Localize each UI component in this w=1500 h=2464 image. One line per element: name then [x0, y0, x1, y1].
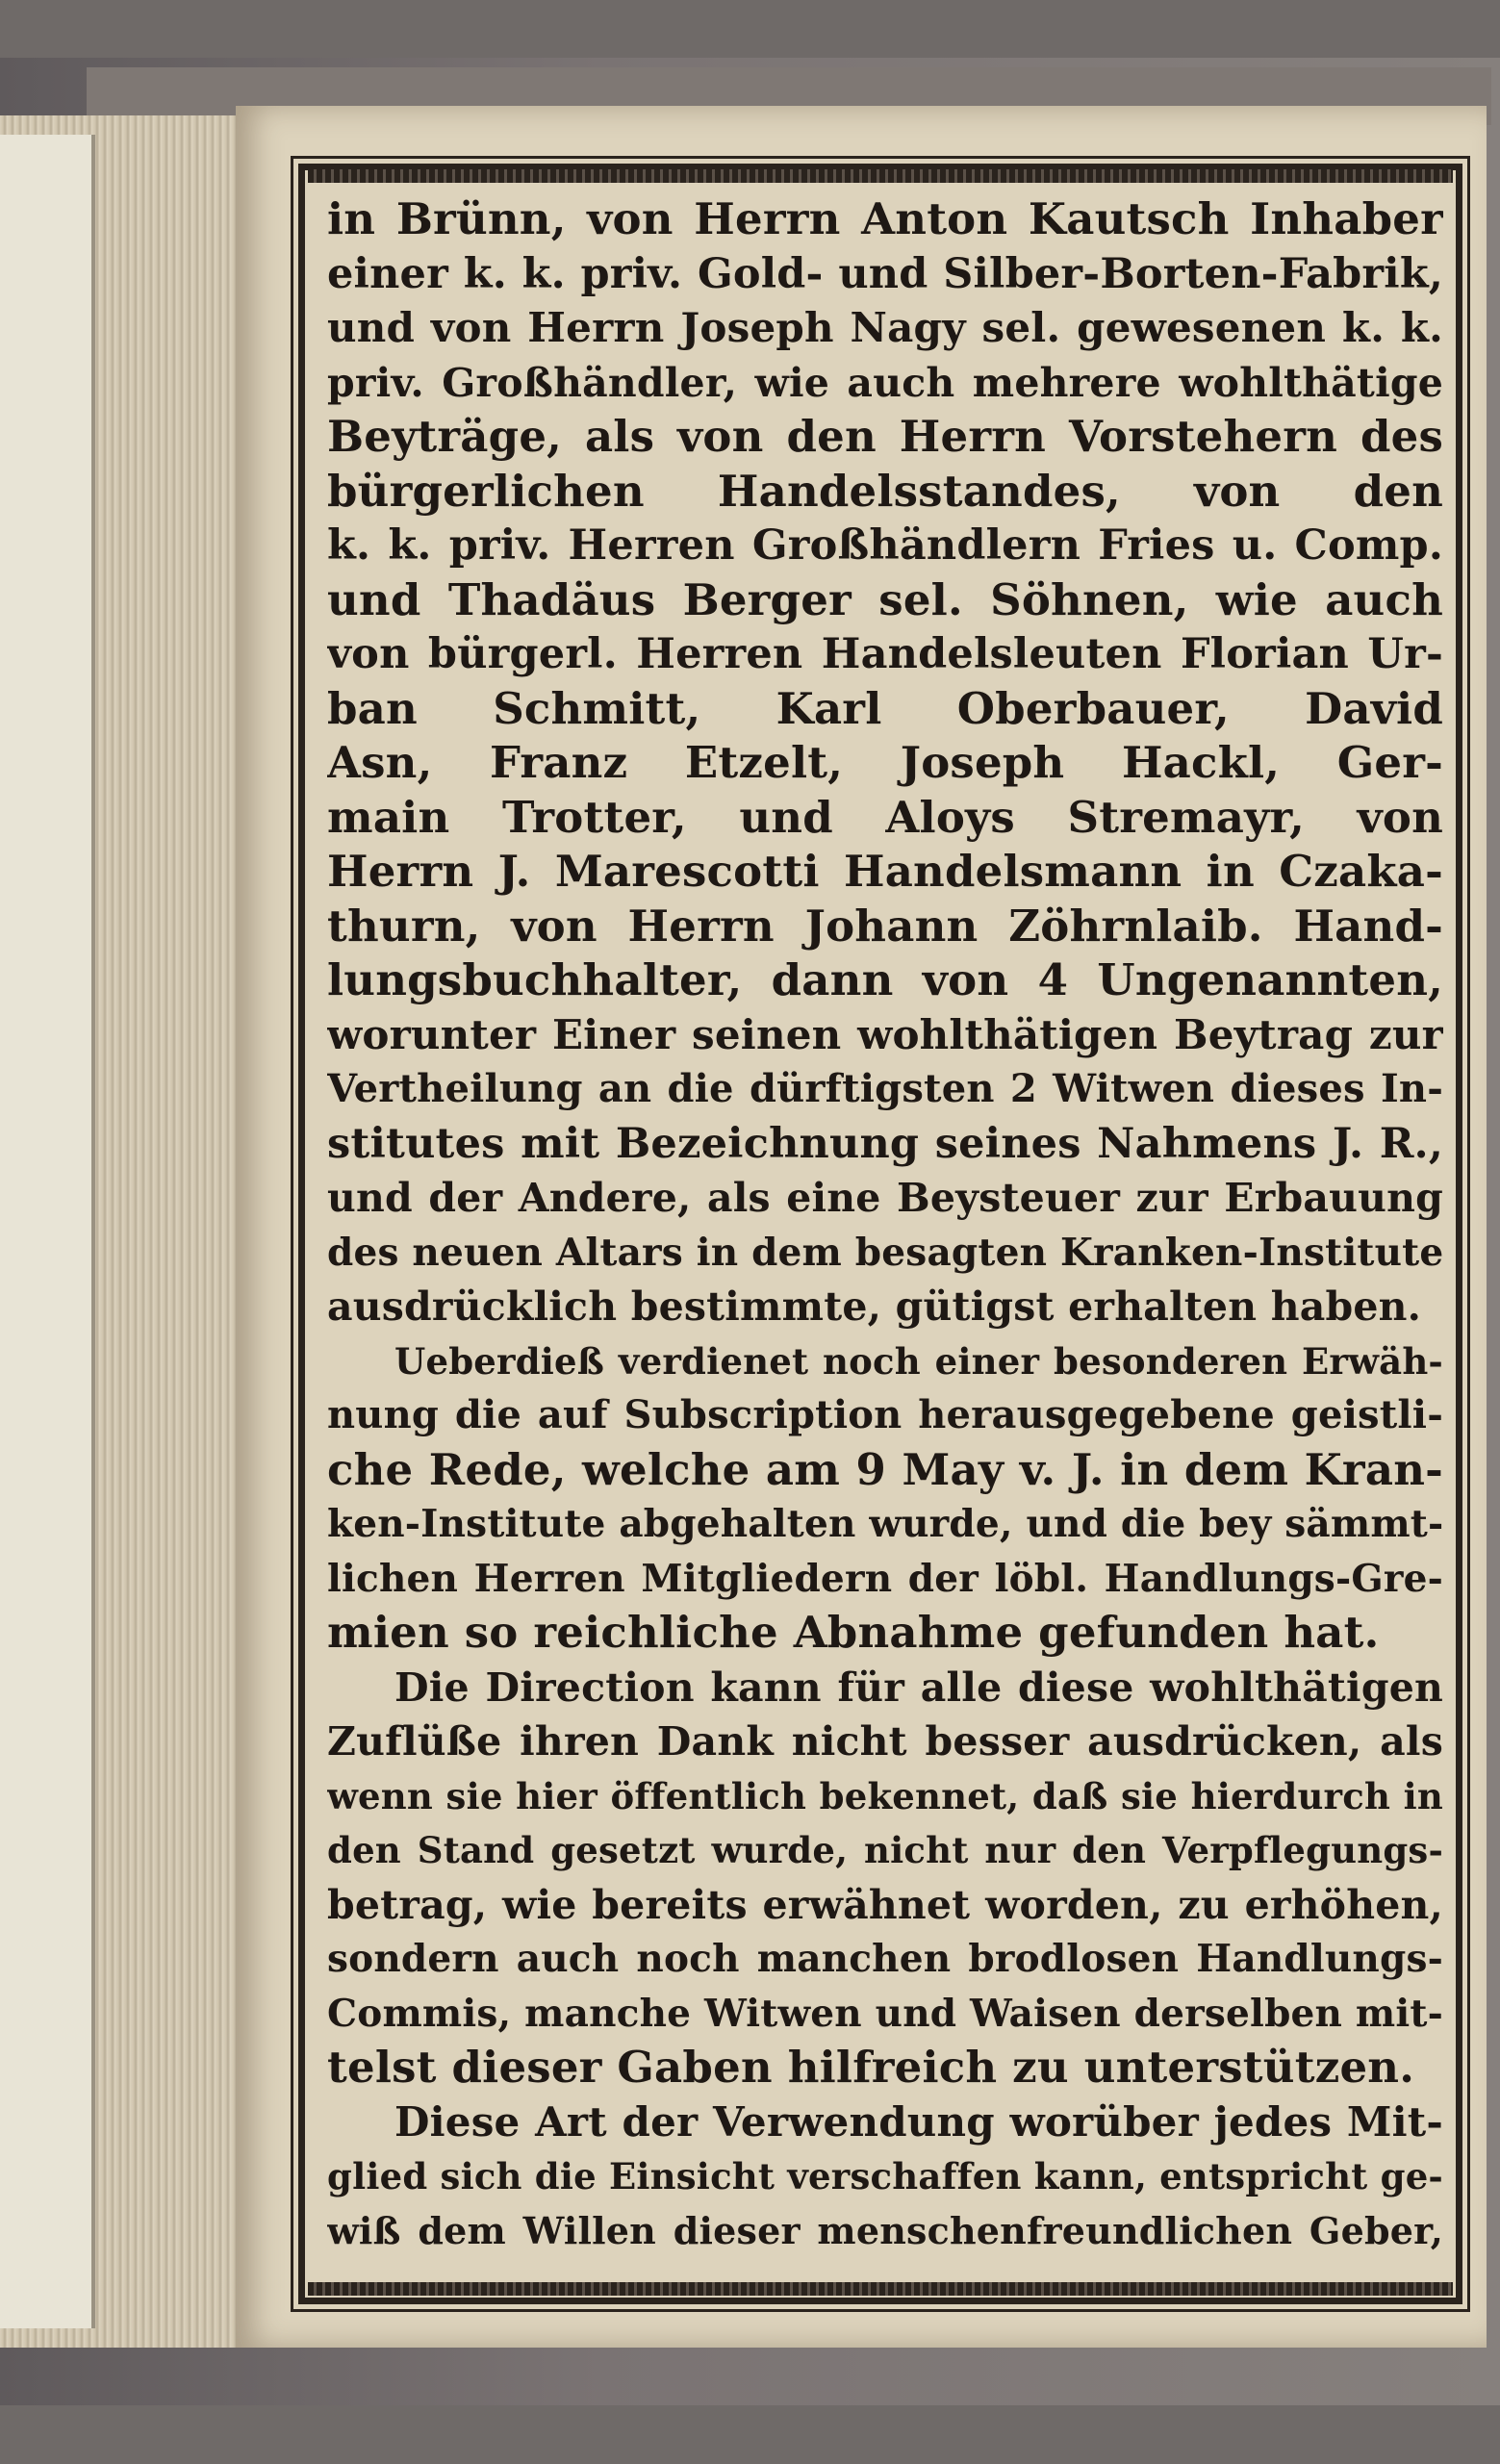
facing-page [0, 135, 95, 2328]
text-line: Vertheilung an die dürftigsten 2 Witwen dieses In- [327, 1066, 1443, 1111]
text-line: ausdrücklich bestimmte, gütigst erhalten haben. [327, 1283, 1422, 1330]
text-line: bürgerlichen Handelsstandes, von den [327, 465, 1443, 517]
text-line: und Thadäus Berger sel. Söhnen, wie auch [327, 573, 1443, 625]
text-line: des neuen Altars in dem besagten Kranken-Institute [327, 1230, 1443, 1275]
text-line: Zuflüße ihren Dank nicht besser ausdrücken, als [327, 1718, 1443, 1765]
text-line: worunter Einer seinen wohlthätigen Beytrag zur [327, 1010, 1443, 1058]
text-line: sondern auch noch manchen brodlosen Handlungs- [327, 1937, 1443, 1981]
text-line: lungsbuchhalter, dann von 4 Ungenannten, [327, 954, 1443, 1005]
text-line: mien so reichliche Abnahme gefunden hat. [327, 1607, 1380, 1658]
text-line: telst dieser Gaben hilfreich zu unterstützen. [327, 2042, 1415, 2093]
text-line: k. k. priv. Herren Großhändlern Fries u. Comp. [327, 521, 1443, 570]
text-line: glied sich die Einsicht verschaffen kann, entspricht ge- [327, 2155, 1443, 2197]
body-text [327, 192, 1443, 2258]
text-line: betrag, wie bereits erwähnet worden, zu erhöhen, [327, 1881, 1443, 1928]
text-line: von bürgerl. Herren Handelsleuten Florian Ur- [327, 630, 1443, 678]
text-line: thurn, von Herrn Johann Zöhrnlaib. Hand- [327, 900, 1443, 952]
text-line: wiß dem Willen dieser menschenfreundlichen Geber, [327, 2208, 1443, 2252]
text-line: Beyträge, als von den Herrn Vorstehern des [327, 411, 1443, 462]
text-line: lichen Herren Mitgliedern der löbl. Handlungs-Gre- [327, 1556, 1443, 1601]
bottom-ornamental-rule [308, 2282, 1453, 2296]
text-line: ban Schmitt, Karl Oberbauer, David [327, 682, 1443, 734]
text-line: che Rede, welche am 9 May v. J. in dem Kran- [327, 1443, 1443, 1495]
text-line: nung die auf Subscription herausgegebene geistli- [327, 1392, 1443, 1437]
text-line: Ueberdieß verdienet noch einer besonderen Erwäh- [394, 1339, 1443, 1383]
text-line: den Stand gesetzt wurde, nicht nur den Verpflegungs- [327, 1829, 1443, 1871]
top-ornamental-rule [308, 169, 1453, 183]
text-line: ken-Institute abgehalten wurde, und die bey sämmt- [327, 1502, 1443, 1546]
text-line: Herrn J. Marescotti Handelsmann in Czaka- [327, 846, 1443, 897]
text-line: in Brünn, von Herrn Anton Kautsch Inhaber [327, 193, 1443, 244]
text-line: einer k. k. priv. Gold- und Silber-Borten-Fabrik, [327, 249, 1443, 298]
text-line: Asn, Franz Etzelt, Joseph Hackl, Ger- [327, 737, 1443, 788]
text-line: priv. Großhändler, wie auch mehrere wohlthätige [327, 359, 1443, 406]
text-line: Commis, manche Witwen und Waisen derselben mit- [327, 1991, 1443, 2036]
text-line: stitutes mit Bezeichnung seines Nahmens J. R., [327, 1119, 1443, 1168]
text-line: Diese Art der Verwendung worüber jedes Mit- [394, 2097, 1443, 2146]
text-line: und der Andere, als eine Beysteuer zur Erbauung [327, 1175, 1443, 1221]
text-line: main Trotter, und Aloys Stremayr, von [327, 791, 1443, 843]
text-line: Die Direction kann für alle diese wohlthätigen [394, 1664, 1443, 1711]
text-line: und von Herrn Joseph Nagy sel. gewesenen k. k. [327, 304, 1443, 351]
text-line: wenn sie hier öffentlich bekennet, daß sie hierdurch in [327, 1774, 1443, 1817]
